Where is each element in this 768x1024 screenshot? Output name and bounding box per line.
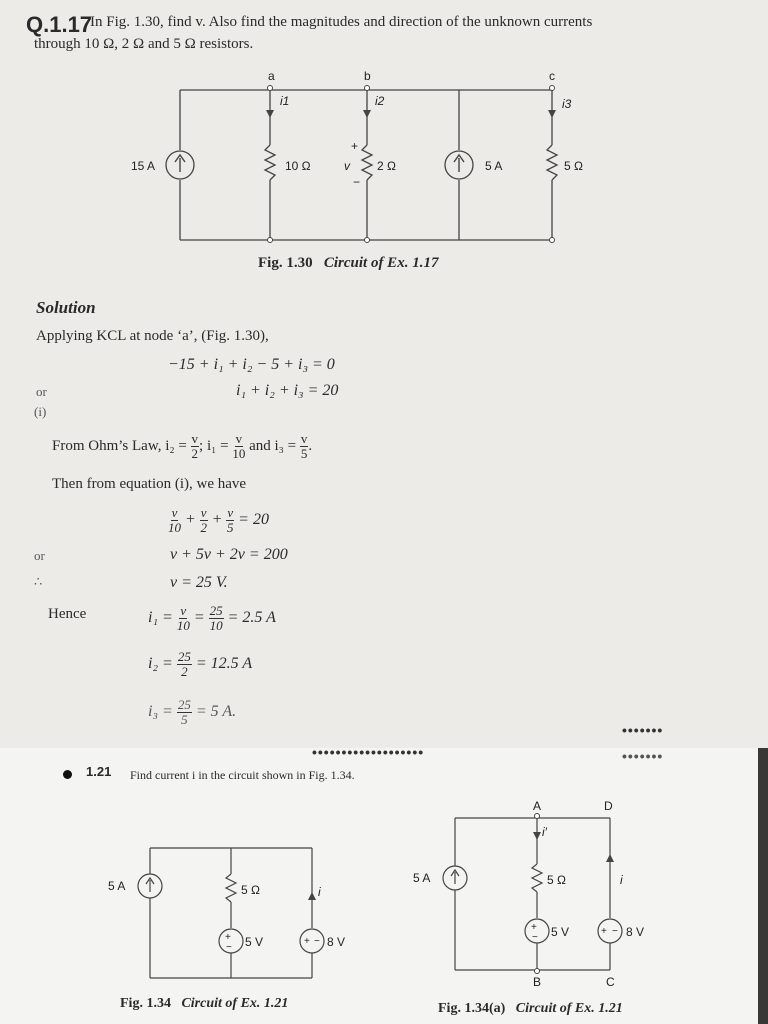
plus-minus-sign: − — [226, 942, 232, 953]
fig-1-34-8v-label: 8 V — [327, 935, 346, 949]
i3-lhs: i₃ = — [148, 703, 173, 721]
frac-den: 10 — [232, 446, 246, 461]
i2-result: = 12.5 A — [195, 655, 253, 673]
frac-num: v — [235, 431, 243, 446]
problem-number: Q.1.17 — [26, 12, 93, 37]
node-b-label: b — [364, 69, 371, 83]
source-15a-label: 15 A — [131, 159, 156, 173]
frac-den: 10 — [209, 618, 223, 633]
resistor-10-label: 10 Ω — [285, 159, 311, 173]
frac-den: 2 — [191, 446, 199, 461]
current-i1-label: i1 — [280, 94, 290, 108]
kcl-intro: Applying KCL at node ‘a’, (Fig. 1.30), — [36, 328, 269, 344]
fig-1-34a-5v-label: 5 V — [551, 925, 570, 939]
i2-lhs: i₂ = — [148, 655, 173, 673]
i1-result: = 2.5 A — [227, 609, 276, 627]
i1-lhs: i₁ = — [148, 609, 173, 627]
frac-den: 5 — [227, 520, 234, 535]
fig-1-34a-8v-label: 8 V — [626, 925, 645, 939]
ohm-mid1: ; i₁ = — [199, 437, 229, 454]
fig-1-34-5v-label: 5 V — [245, 935, 264, 949]
i3-result: = 5 A. — [195, 703, 237, 721]
problem-1-21-text: Find current i in the circuit shown in Fig. 1.34. — [130, 768, 355, 782]
source-5a-label: 5 A — [485, 159, 503, 173]
ohm-mid2: and i₃ = — [249, 437, 297, 454]
equation-i: i₁ + i₂ + i₃ = 20 — [236, 382, 339, 399]
fig-1-34a-source-label: 5 A — [413, 871, 431, 885]
frac-den: 10 — [168, 520, 181, 535]
fig-1-34-resistor-label: 5 Ω — [241, 883, 260, 897]
or-label-1: or — [36, 384, 47, 399]
solution-heading: Solution — [36, 298, 96, 317]
fig-1-34a-title: Circuit of Ex. 1.21 — [515, 1001, 623, 1016]
frac-num: v — [227, 505, 234, 520]
dot-separator-right-2: ••••••• — [622, 748, 664, 764]
plus-minus-sign: + — [531, 922, 537, 933]
fig-1-34-caption — [120, 996, 288, 1012]
frac-den: 10 — [176, 618, 190, 633]
fig-1-34-number: Fig. 1.34 — [120, 996, 171, 1011]
frac-num: v — [180, 603, 187, 618]
fig-1-34a-number: Fig. 1.34(a) — [438, 1001, 506, 1016]
plus-minus-sign: + — [601, 926, 607, 937]
hence-label: Hence — [48, 606, 87, 622]
equation-i-label: (i) — [34, 404, 47, 419]
fig-1-34a-current-right: i — [620, 873, 623, 887]
plus-minus-sign: + — [304, 936, 310, 947]
frac-den: 2 — [200, 520, 207, 535]
fig-1-34a-current-left: i′ — [542, 825, 547, 839]
plus-sign: + — [351, 139, 359, 153]
equation-v-result: v = 25 V. — [170, 574, 228, 591]
fig-1-34-title: Circuit of Ex. 1.21 — [181, 996, 289, 1011]
resistor-2-label: 2 Ω — [377, 159, 396, 173]
sum-equation: $\frac{v}{10}$ + $\frac{v}{2}$ + $\frac{v}{5}$ = 20 — [168, 505, 269, 535]
frac-num: v — [171, 505, 178, 520]
ohm-end: . — [308, 437, 313, 454]
dot-separator-right-1: ••••••• — [622, 722, 664, 738]
equation-combined: v + 5v + 2v = 200 — [170, 546, 288, 563]
plus-minus-sign: − — [612, 926, 618, 937]
current-i3-label: i3 — [562, 97, 572, 111]
node-A-label: A — [533, 799, 542, 813]
current-i2-label: i2 — [375, 94, 385, 108]
or-label-2: or — [34, 548, 45, 563]
dot-separator-mid: ••••••••••••••••••• — [312, 744, 425, 760]
frac-den: 5 — [181, 712, 188, 727]
fig-1-34a-caption — [438, 1001, 623, 1017]
problem-text-line1: In Fig. 1.30, find v. Also find the magnitudes and direction of the unknown currents — [90, 14, 593, 30]
plus-minus-sign: + — [225, 932, 231, 943]
problem-1-21-number: 1.21 — [86, 764, 112, 779]
fig-1-34-current-label: i — [318, 885, 321, 899]
equation-kcl: −15 + i₁ + i₂ − 5 + i₃ = 0 — [168, 356, 335, 373]
resistor-5-label: 5 Ω — [564, 159, 583, 173]
node-B-label: B — [533, 975, 542, 989]
frac-num: v — [200, 505, 207, 520]
frac-den: 5 — [300, 446, 308, 461]
fig-1-30-number: Fig. 1.30 — [258, 255, 313, 271]
plus-minus-sign: − — [314, 936, 320, 947]
problem-text-line2: through 10 Ω, 2 Ω and 5 Ω resistors. — [34, 36, 254, 52]
node-a-label: a — [268, 69, 275, 83]
therefore-symbol: ∴ — [34, 574, 43, 589]
voltage-v-label: v — [344, 159, 350, 173]
then-line: Then from equation (i), we have — [52, 476, 247, 492]
node-D-label: D — [604, 799, 613, 813]
frac-num: 25 — [209, 603, 223, 618]
ohm-prefix: From Ohm’s Law, i₂ = — [52, 437, 187, 454]
minus-sign: − — [353, 175, 361, 189]
frac-den: 2 — [181, 664, 188, 679]
node-c-label: c — [549, 69, 555, 83]
frac-num: 25 — [177, 649, 191, 664]
frac-num: v — [300, 431, 308, 446]
fig-1-34a-resistor-label: 5 Ω — [547, 873, 566, 887]
fig-1-34-source-label: 5 A — [108, 879, 126, 893]
frac-num: v — [191, 431, 199, 446]
node-C-label: C — [606, 975, 615, 989]
fig-1-30-title: Circuit of Ex. 1.17 — [323, 255, 439, 271]
sum-rhs: = 20 — [238, 511, 269, 529]
frac-num: 25 — [177, 697, 191, 712]
plus-minus-sign: − — [532, 932, 538, 943]
i1-equation: i₁ = $\frac{v}{10}$ = $\frac{25}{10}$ = 2.5 A — [148, 603, 276, 633]
